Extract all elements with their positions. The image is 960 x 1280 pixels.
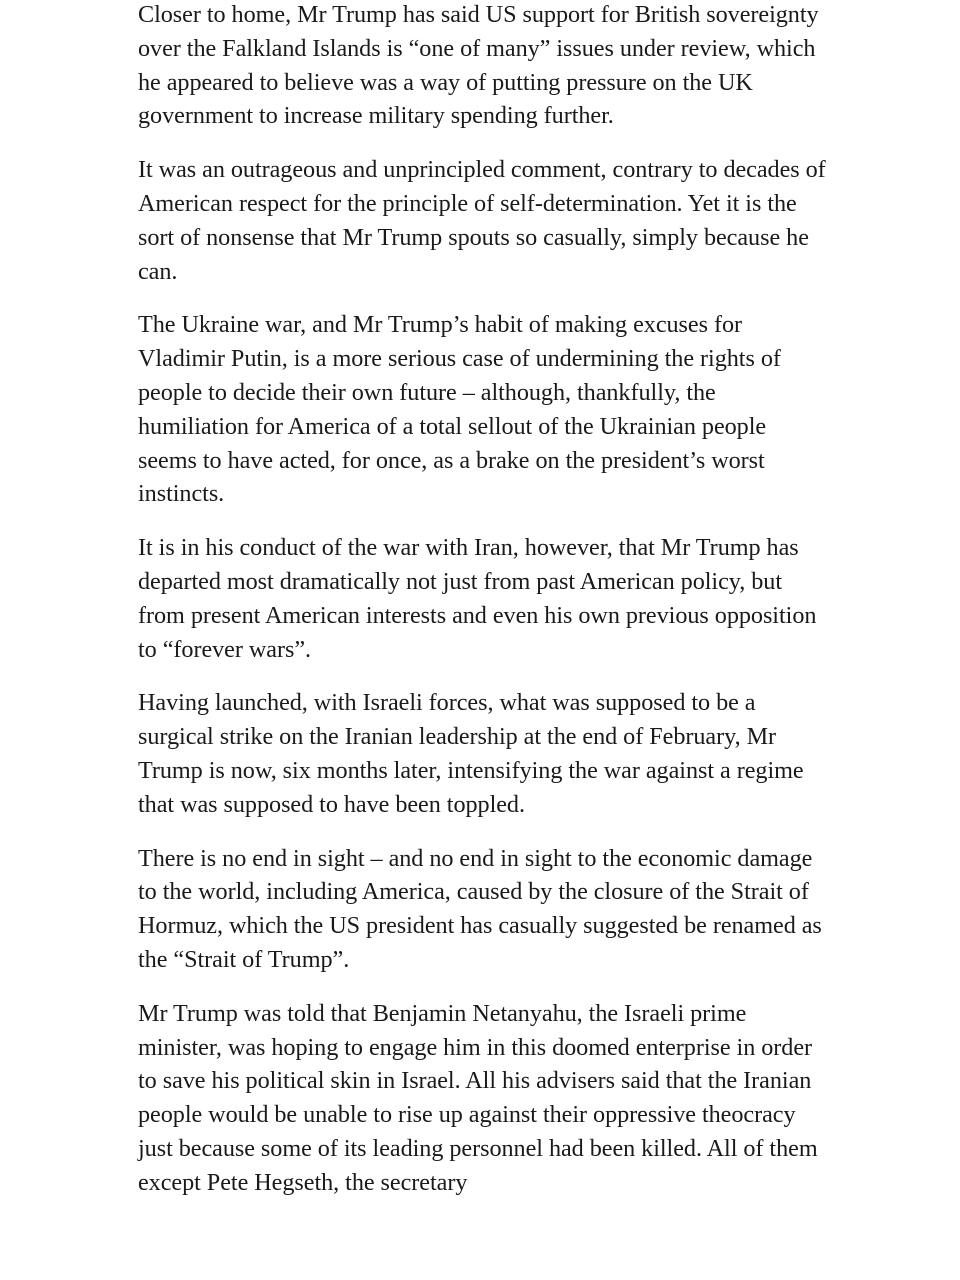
article-paragraph-falklands: Closer to home, Mr Trump has said US support for British sovereignty over the Falkland Islands is “one of many” issues under review, which he appeared to believe was a way of putting pressure on the UK government to increase military spending further. — [138, 1, 819, 130]
article-paragraph-iran-war: It is in his conduct of the war with Iran, however, that Mr Trump has departed most dramatically not just from past American policy, but from present American interests and even his own previous opposition to “forever wars”. — [138, 534, 817, 663]
article-paragraph-ukraine: The Ukraine war, and Mr Trump’s habit of making excuses for Vladimir Putin, is a more serious case of undermining the rights of people to decide their own future – although, thankfully, the humiliation for America of a total sellout of the Ukrainian people seems to have acted, for once, as a brake on the president’s worst instincts. — [138, 311, 781, 508]
article-paragraph-surgical-strike: Having launched, with Israeli forces, what was supposed to be a surgical strike on the Iranian leadership at the end of February, Mr Trump is now, six months later, intensifying the war against a regime that was supposed to have been toppled. — [138, 689, 804, 818]
article-paragraph-hormuz: There is no end in sight – and no end in sight to the economic damage to the world, including America, caused by the closure of the Strait of Hormuz, which the US president has casually suggested be renamed as the “Strait of Trump”. — [138, 844, 822, 973]
article-paragraph-netanyahu: Mr Trump was told that Benjamin Netanyahu, the Israeli prime minister, was hoping to engage him in this doomed enterprise in order to save his political skin in Israel. All his advisers said that the Iranian people would be unable to rise up against their oppressive theocracy just because some of its leading personnel had been killed. All of them except Pete Hegseth, the secretary — [138, 999, 818, 1196]
article-body — [138, 0, 828, 1220]
article-paragraph-self-determination: It was an outrageous and unprincipled comment, contrary to decades of American respect for the principle of self-determination. Yet it is the sort of nonsense that Mr Trump spouts so casually, simply because he can. — [138, 156, 826, 285]
